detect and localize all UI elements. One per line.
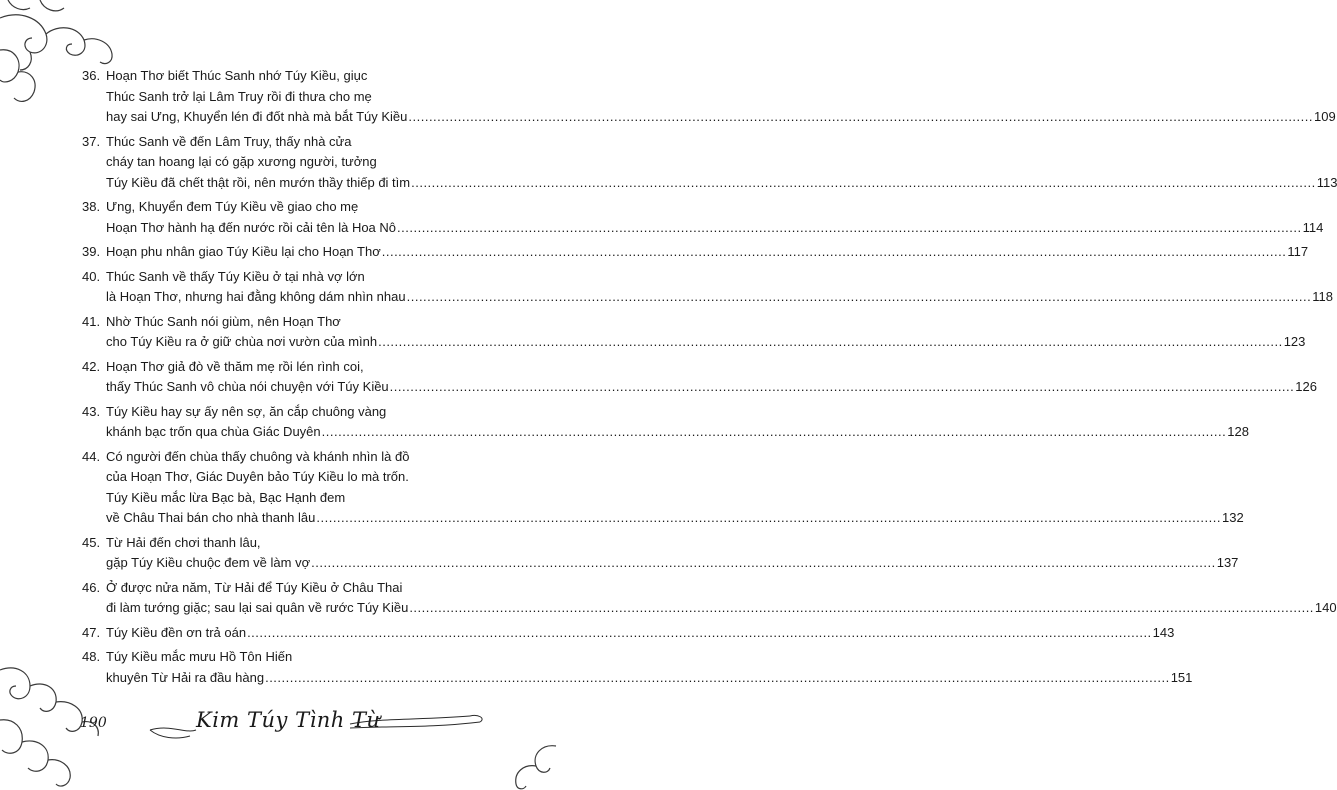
toc-entry-number: 38. xyxy=(82,199,101,214)
toc-entry-number: 45. xyxy=(82,534,101,550)
toc-entry-line: là Hoạn Thơ, nhưng hai đằng không dám nhìn nhau xyxy=(106,289,406,304)
toc-entry xyxy=(82,242,1309,263)
toc-page-number: 132 xyxy=(1221,510,1244,525)
dot-leader: ............................................................................................................................................................................................................................ xyxy=(411,174,1316,190)
toc-page-number: 123 xyxy=(1283,334,1306,349)
dot-leader: ............................................................................................................................................................................................................................ xyxy=(265,669,1170,685)
toc-page-number: 143 xyxy=(1152,624,1175,640)
toc-entry-last-line xyxy=(106,218,1323,239)
toc-entry xyxy=(82,357,1317,398)
toc-entry xyxy=(82,447,1244,529)
toc-entry-line: Túy Kiều mắc mưu Hồ Tôn Hiến xyxy=(106,649,293,664)
toc-entry-text xyxy=(106,66,1336,128)
toc-entry-last-line xyxy=(106,422,1249,443)
toc-entry-last-line xyxy=(106,287,1333,308)
toc-entry xyxy=(82,312,1306,353)
page-number: 190 xyxy=(80,715,107,731)
toc-entry-line: Túy Kiều mắc lừa Bạc bà, Bạc Hạnh đem xyxy=(106,489,346,505)
dot-leader: ............................................................................................................................................................................................................................ xyxy=(409,600,1314,615)
toc-entry-text xyxy=(106,357,1317,398)
toc-entry xyxy=(82,267,1333,308)
toc-entry-text xyxy=(106,197,1323,238)
toc-entry-line: khuyên Từ Hải ra đầu hàng xyxy=(106,669,265,685)
toc-entry-last-line xyxy=(106,508,1244,529)
toc-entry-line: của Hoạn Thơ, Giác Duyên bảo Túy Kiều lo mà trốn. xyxy=(106,469,409,484)
dot-leader: ............................................................................................................................................................................................................................ xyxy=(389,379,1295,394)
toc-entry-line: Thúc Sanh về thấy Túy Kiều ở tại nhà vợ lớn xyxy=(106,268,365,284)
toc-entry-line: gặp Túy Kiều chuộc đem về làm vợ xyxy=(106,555,311,570)
toc-entry-text xyxy=(106,402,1249,443)
toc-entry-line: Ở được nửa năm, Từ Hải để Túy Kiều ở Châu Thai xyxy=(106,579,403,595)
dot-leader: ............................................................................................................................................................................................................................ xyxy=(247,624,1152,640)
toc-entry-text xyxy=(106,578,1337,619)
toc-entry-line: Thúc Sanh trở lại Lâm Truy rồi đi thưa cho mẹ xyxy=(106,88,372,104)
toc-entry-line: Từ Hải đến chơi thanh lâu, xyxy=(106,534,261,550)
toc-entry-last-line xyxy=(106,377,1317,398)
toc-page-number: 151 xyxy=(1170,669,1193,685)
toc-entry-line: về Châu Thai bán cho nhà thanh lâu xyxy=(106,510,316,525)
toc-entry-number: 47. xyxy=(82,624,101,640)
toc-entry xyxy=(82,533,1239,574)
toc-entry-text xyxy=(106,647,1192,688)
toc-entry-number: 42. xyxy=(82,358,101,374)
toc-page-number: 126 xyxy=(1295,379,1317,394)
toc-entry-number: 43. xyxy=(82,403,101,419)
toc-entry-number: 44. xyxy=(82,448,101,464)
table-of-contents xyxy=(82,66,1337,692)
toc-entry-number: 36. xyxy=(82,68,101,83)
toc-entry-text xyxy=(106,312,1305,353)
toc-entry-line: Hoạn Thơ biết Thúc Sanh nhớ Túy Kiều, giục xyxy=(106,68,368,83)
toc-entry-text xyxy=(106,132,1337,194)
toc-entry-last-line xyxy=(106,332,1305,353)
toc-entry-number: 48. xyxy=(82,649,101,664)
dot-leader: ............................................................................................................................................................................................................................ xyxy=(408,109,1313,124)
toc-page-number: 114 xyxy=(1302,219,1324,235)
toc-entry-last-line xyxy=(106,242,1308,263)
toc-page-number: 113 xyxy=(1316,174,1337,190)
toc-entry-number: 46. xyxy=(82,579,101,595)
toc-page-number: 118 xyxy=(1312,289,1333,304)
toc-page-number: 117 xyxy=(1287,244,1309,259)
toc-entry-line: Ưng, Khuyển đem Túy Kiều về giao cho mẹ xyxy=(106,199,359,214)
book-title: Kim Túy Tình Từ xyxy=(196,708,381,732)
toc-page-number: 137 xyxy=(1216,555,1239,570)
dot-leader: ............................................................................................................................................................................................................................ xyxy=(381,244,1287,259)
toc-entry-line: cho Túy Kiều ra ở giữ chùa nơi vườn của mình xyxy=(106,334,378,349)
toc-entry-line: Túy Kiều hay sự ấy nên sợ, ăn cắp chuông vàng xyxy=(106,403,387,419)
toc-page-number: 109 xyxy=(1314,109,1336,124)
toc-entry-line: Hoạn Thơ giả đò về thăm mẹ rồi lén rình coi, xyxy=(106,358,364,374)
toc-page-number: 128 xyxy=(1227,424,1249,439)
toc-entry-last-line xyxy=(106,553,1238,574)
toc-entry-last-line xyxy=(106,623,1174,644)
toc-entry-last-line xyxy=(106,598,1337,619)
toc-entry-line: Có người đến chùa thấy chuông và khánh nhìn là đồ xyxy=(106,448,410,464)
toc-page-number: 140 xyxy=(1314,600,1337,615)
toc-entry-line: cháy tan hoang lại có gặp xương người, tưởng xyxy=(106,154,377,169)
toc-entry-number: 40. xyxy=(82,268,101,284)
toc-entry xyxy=(82,132,1337,194)
toc-entry-text xyxy=(106,533,1238,574)
toc-entry-line: đi làm tướng giặc; sau lại sai quân về rước Túy Kiều xyxy=(106,600,409,615)
toc-entry xyxy=(82,402,1249,443)
toc-entry-number: 41. xyxy=(82,313,101,329)
toc-entry-line: hay sai Ưng, Khuyển lén đi đốt nhà mà bắt Túy Kiều xyxy=(106,109,408,124)
toc-entry-line: Túy Kiều đã chết thật rồi, nên mướn thầy thiếp đi tìm xyxy=(106,174,411,190)
toc-entry-text xyxy=(106,267,1333,308)
toc-entry-last-line xyxy=(106,668,1192,689)
toc-entry-line: thấy Thúc Sanh vô chùa nói chuyện với Túy Kiều xyxy=(106,379,389,394)
dot-leader: ............................................................................................................................................................................................................................ xyxy=(397,219,1302,235)
toc-entry-number: 39. xyxy=(82,244,101,259)
toc-entry xyxy=(82,66,1336,128)
dot-leader: ............................................................................................................................................................................................................................ xyxy=(378,334,1283,349)
toc-entry-last-line xyxy=(106,173,1337,194)
toc-entry-line: Thúc Sanh về đến Lâm Truy, thấy nhà cửa xyxy=(106,133,352,149)
dot-leader: ............................................................................................................................................................................................................................ xyxy=(316,510,1221,525)
toc-entry-text xyxy=(106,623,1174,644)
toc-entry-text xyxy=(106,242,1308,263)
toc-entry-last-line xyxy=(106,107,1336,128)
toc-entry-line: Hoạn phu nhân giao Túy Kiều lại cho Hoạn Thơ xyxy=(106,244,381,259)
toc-entry-line: Túy Kiều đền ơn trả oán xyxy=(106,624,247,640)
toc-entry xyxy=(82,578,1337,619)
toc-entry-number: 37. xyxy=(82,133,101,149)
toc-entry xyxy=(82,623,1175,644)
toc-entry-line: khánh bạc trốn qua chùa Giác Duyên xyxy=(106,424,321,439)
dot-leader: ............................................................................................................................................................................................................................ xyxy=(406,289,1312,304)
toc-entry xyxy=(82,197,1324,238)
toc-entry-line: Hoạn Thơ hành hạ đến nước rồi cải tên là Hoa Nô xyxy=(106,219,397,235)
toc-entry-text xyxy=(106,447,1244,529)
dot-leader: ............................................................................................................................................................................................................................ xyxy=(311,555,1216,570)
dot-leader: ............................................................................................................................................................................................................................ xyxy=(321,424,1227,439)
toc-entry xyxy=(82,647,1193,688)
toc-entry-line: Nhờ Thúc Sanh nói giùm, nên Hoạn Thơ xyxy=(106,313,341,329)
